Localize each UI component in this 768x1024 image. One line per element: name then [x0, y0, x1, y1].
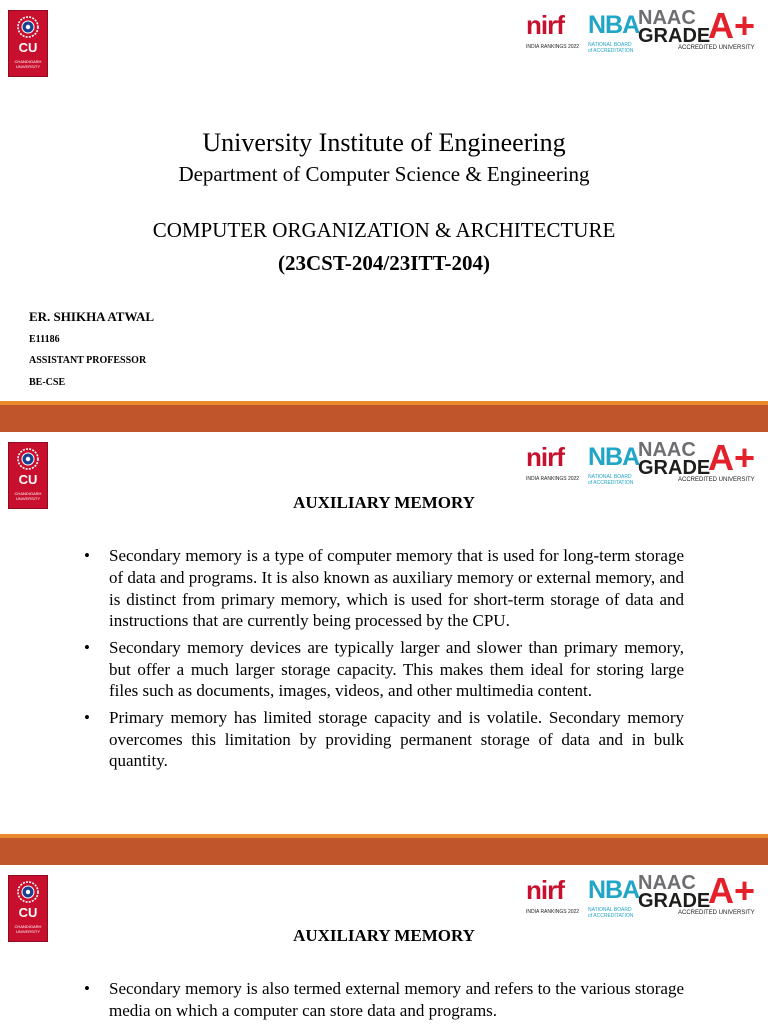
nba-logo: [588, 442, 640, 488]
nba-logo-text: NBA: [588, 443, 640, 471]
employee-id: E11186: [29, 334, 60, 345]
bullet-item: [84, 978, 684, 1022]
a-plus-logo-text: A+: [708, 5, 756, 46]
nirf-logo: [526, 875, 580, 921]
cu-logo-subtext: CHANDIGARH UNIVERSITY: [14, 491, 42, 501]
accredited-university-text: ACCREDITED UNIVERSITY: [678, 910, 755, 916]
accreditation-logos: [524, 5, 764, 58]
course-code: (23CST-204/23ITT-204): [278, 251, 490, 275]
nba-logo-text: NBA: [588, 876, 640, 904]
bullet-text: Secondary memory devices are typically larger and slower than primary memory, but offer a much larger storage capacity. This makes them ideal for storing large files such as documents, images, videos, and other multimedia content.: [109, 637, 684, 701]
cu-emblem-icon: [16, 15, 40, 39]
cu-logo-subtext: CHANDIGARH UNIVERSITY: [14, 924, 42, 934]
cu-logo-text: CU: [18, 905, 38, 920]
bullet-icon: •: [84, 546, 90, 565]
accredited-university-text: ACCREDITED UNIVERSITY: [678, 45, 755, 51]
nirf-logo-subtext: INDIA RANKINGS 2022: [526, 44, 580, 50]
bullet-list: [84, 978, 684, 1024]
title-slide: [0, 0, 768, 401]
accreditation-logos: [524, 870, 764, 923]
bullet-icon: •: [84, 979, 90, 998]
accreditation-logos: [524, 437, 764, 490]
cu-logo-text: CU: [18, 40, 38, 55]
bullet-text: Primary memory has limited storage capacity and is volatile. Secondary memory overcomes this limitation by providing permanent storage of data and in bulk quantity.: [109, 707, 684, 771]
nba-logo-text: NBA: [588, 11, 640, 39]
slide-title: AUXILIARY MEMORY: [293, 926, 475, 945]
nirf-logo-subtext: INDIA RANKINGS 2022: [526, 476, 580, 482]
cu-logo-subtext: CHANDIGARH UNIVERSITY: [14, 59, 42, 69]
department-subtitle: Department of Computer Science & Engineering: [178, 162, 590, 186]
content-slide-auxiliary-memory: [0, 865, 768, 1024]
a-plus-logo-text: A+: [708, 870, 756, 911]
bullet-icon: •: [84, 637, 90, 657]
course-title: COMPUTER ORGANIZATION & ARCHITECTURE: [152, 218, 616, 242]
faculty-name: ER. SHIKHA ATWAL: [29, 309, 155, 324]
nirf-logo: [526, 10, 580, 56]
bullet-icon: •: [84, 707, 90, 727]
bullet-text: Secondary memory is a type of computer memory that is used for long-term storage of data and programs. It is also known as auxiliary memory or external memory, and is distinct from primary memory, which is used for short-term storage of data and instructions that are currently being processed by the CPU.: [109, 546, 684, 631]
content-slide-auxiliary-memory: [0, 432, 768, 834]
nba-logo-subtext: NATIONAL BOARD of ACCREDITATION: [588, 42, 634, 54]
nirf-logo-text: nirf: [526, 875, 564, 905]
cu-emblem-icon: [16, 447, 40, 471]
slide-title: AUXILIARY MEMORY: [293, 493, 475, 512]
bullet-text: Secondary memory is also termed external memory and refers to the various storage media on which a computer can store data and programs.: [109, 979, 684, 1020]
nba-logo: [588, 875, 640, 921]
grade-logo-text: GRADE: [638, 890, 711, 912]
nirf-logo-text: nirf: [526, 442, 564, 472]
institute-title: University Institute of Engineering: [202, 128, 566, 157]
naac-logo-text: NAAC: [638, 7, 696, 29]
bullet-item: [84, 707, 684, 772]
slide-separator-band: [0, 834, 768, 865]
accredited-university-text: ACCREDITED UNIVERSITY: [678, 477, 755, 483]
nirf-logo-text: nirf: [526, 10, 564, 40]
chandigarh-university-logo: [8, 10, 48, 77]
naac-logo: [638, 5, 764, 58]
grade-logo-text: GRADE: [638, 457, 711, 479]
program-label: BE-CSE: [29, 377, 66, 388]
a-plus-logo-text: A+: [708, 437, 756, 478]
naac-logo-text: NAAC: [638, 872, 696, 894]
slide-separator-band: [0, 401, 768, 432]
naac-logo: [638, 870, 764, 923]
naac-logo: [638, 437, 764, 490]
bullet-list: [84, 545, 684, 777]
bullet-item: [84, 545, 684, 632]
nba-logo-subtext: NATIONAL BOARD of ACCREDITATION: [588, 907, 634, 919]
bullet-item: [84, 637, 684, 702]
cu-emblem-icon: [16, 880, 40, 904]
designation: ASSISTANT PROFESSOR: [29, 355, 147, 366]
nba-logo-subtext: NATIONAL BOARD of ACCREDITATION: [588, 474, 634, 486]
nirf-logo-subtext: INDIA RANKINGS 2022: [526, 909, 580, 915]
cu-logo-text: CU: [18, 472, 38, 487]
naac-logo-text: NAAC: [638, 439, 696, 461]
nba-logo: [588, 10, 640, 56]
nirf-logo: [526, 442, 580, 488]
grade-logo-text: GRADE: [638, 25, 711, 47]
